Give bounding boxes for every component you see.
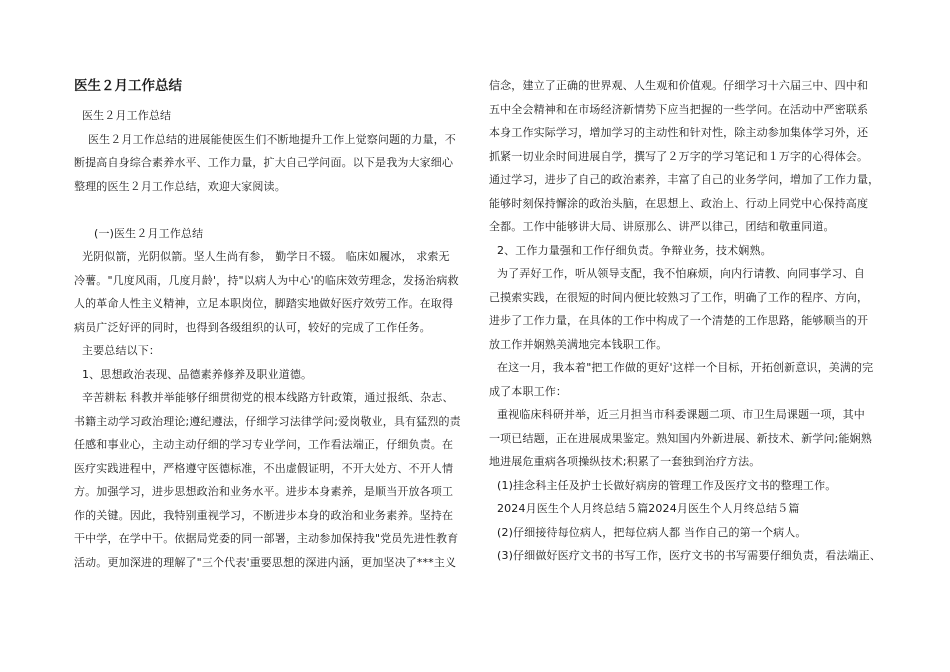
paragraph-line: 人的革命人性主义精神，立足本职岗位，脚踏实地做好医疗效劳工作。在取得 (74, 297, 454, 310)
paragraph-line: 任感和事业心，主动主动仔细的学习专业学问，工作看法端正，仔细负责。在 (74, 438, 454, 451)
paragraph-line: 己摸索实践，在很短的时间内便比较熟习了工作，明确了工作的程序、方向， (489, 290, 869, 304)
paragraph-line: 医生２月工作总结的进展能使医生们不断地提升工作上觉察问题的力量，不 (88, 132, 456, 146)
paragraph-line: 辛苦耕耘 科教并举能够仔细贯彻党的根本线路方针政策，通过报纸、杂志、 (82, 391, 454, 404)
paragraph-line: 主要总结以下： (82, 344, 161, 357)
paragraph-line: 重视临床科研并举，近三月担当市科委课题二项、市卫生局课题一项，其中 (497, 408, 865, 421)
left-column (74, 74, 460, 574)
list-item: (3)仔细做好医疗文书的书写工作，医疗文书的书写需要仔细负责，看法端正、 (497, 549, 881, 562)
paragraph-line: 一项已结题，正在进展成果鉴定。熟知国内外新进展、新技术、新学问;能娴熟 (489, 431, 872, 445)
paragraph-line: 通过学习，进步了自己的政治素养，丰富了自己的业务学问，增加了工作力量， (489, 173, 880, 186)
paragraph-line: 书籍主动学习政治理论;遵纪遵法，仔细学习法律学问;爱岗敬业，具有猛烈的责 (74, 414, 461, 428)
right-column (489, 74, 881, 568)
paragraph-line: 医疗实践进程中，严格遵守医德标准，不出虚假证明，不开大处方、不开人情 (74, 461, 454, 475)
paragraph-line: 五中全会精神和在市场经济新情势下应当把握的一些学问。在活动中严密联系 (489, 102, 869, 116)
paragraph-line: 干中学，在学中干。依据局党委的同一部署，主动参加保持我"党员先进性教育 (74, 532, 459, 545)
paragraph-line: 光阴似箭，光阴似箭。坚人生尚有参， 勤学日不辍。 临床如履冰， 求索无 (82, 250, 450, 263)
paragraph-line: 进步了工作力量，在具体的工作中构成了一个清楚的工作思路，能够顺当的开 (489, 314, 869, 327)
paragraph-line: 成了本职工作： (489, 384, 568, 398)
related-link-text: 2024月医生个人月终总结５篇2024月医生个人月终总结５篇 (497, 502, 800, 515)
paragraph-line: 抓紧一切业余时间进展自学，撰写了２万字的学习笔记和１万字的心得体会。 (489, 149, 869, 163)
paragraph-line: 本身工作实际学习，增加学习的主动性和针对性，除主动参加集体学习外，还 (489, 126, 869, 139)
paragraph-line: 放工作并娴熟美满地完本钱职工作。 (489, 337, 668, 351)
subtitle-line: 医生２月工作总结 (82, 109, 172, 122)
paragraph-line: 能够时刻保持懈涂的政治头脑，在思想上、政治上、行动上同党中心保持高度 (489, 196, 869, 210)
section-heading: (一)医生２月工作总结 (94, 226, 204, 240)
section-heading: 1、思想政治表现、品德素养修养及职业道德。 (82, 367, 313, 381)
paragraph-line: 为了弄好工作，听从领导支配，我不怕麻烦，向内行请教、向同事学习、自 (497, 267, 865, 280)
paragraph-line: 活动。更加深进的理解了"三个代表'重要思想的深进内涵，更加坚决了***主义 (74, 555, 457, 569)
blank-line (74, 198, 460, 222)
document-title: 医生２月工作总结 (74, 78, 182, 94)
paragraph-line: 整理的医生２月工作总结，欢迎大家阅读。 (74, 179, 286, 193)
paragraph-line: 全都。工作中能够讲大局、讲原那么、讲严以律己，团结和敬重同道。 (489, 220, 835, 233)
paragraph-line: 信念，建立了正确的世界观、人生观和价值观。仔细学习十六届三中、四中和 (489, 79, 869, 92)
paragraph-line: 冷薯。"几度风雨，几度月龄'，持"以病人为中心'的临床效劳理念，发扬治病救 (74, 273, 459, 287)
paragraph-line: 方。加强学习，进步思想政治和业务水平。进步本身素养，是顺当开放各项工 (74, 485, 454, 498)
paragraph-line: 病员广泛好评的同时，也得到各级组织的认可，较好的完成了工作任务。 (74, 320, 431, 334)
paragraph-line: 地进展危重病各项操纵技术;积累了一套独到治疗方法。 (489, 455, 761, 468)
section-heading: 2、工作力量强和工作仔细负责。争辩业务，技术娴熟。 (497, 243, 772, 257)
list-item: (1)挂念科主任及护士长做好病房的管理工作及医疗文书的整理工作。 (497, 478, 837, 492)
paragraph-line: 作的关键。因此，我特别重视学习，不断进步本身的政治和业务素养。坚持在 (74, 508, 454, 522)
list-item: (2)仔细接待每位病人，把每位病人都 当作自己的第一个病人。 (497, 525, 807, 539)
paragraph-line: 在这一月，我本着"把工作做的更好'这样一个目标，开拓创新意识，美满的完 (497, 361, 874, 374)
paragraph-line: 断提高自身综合素养水平、工作力量，扩大自己学问面。以下是我为大家细心 (74, 156, 454, 169)
